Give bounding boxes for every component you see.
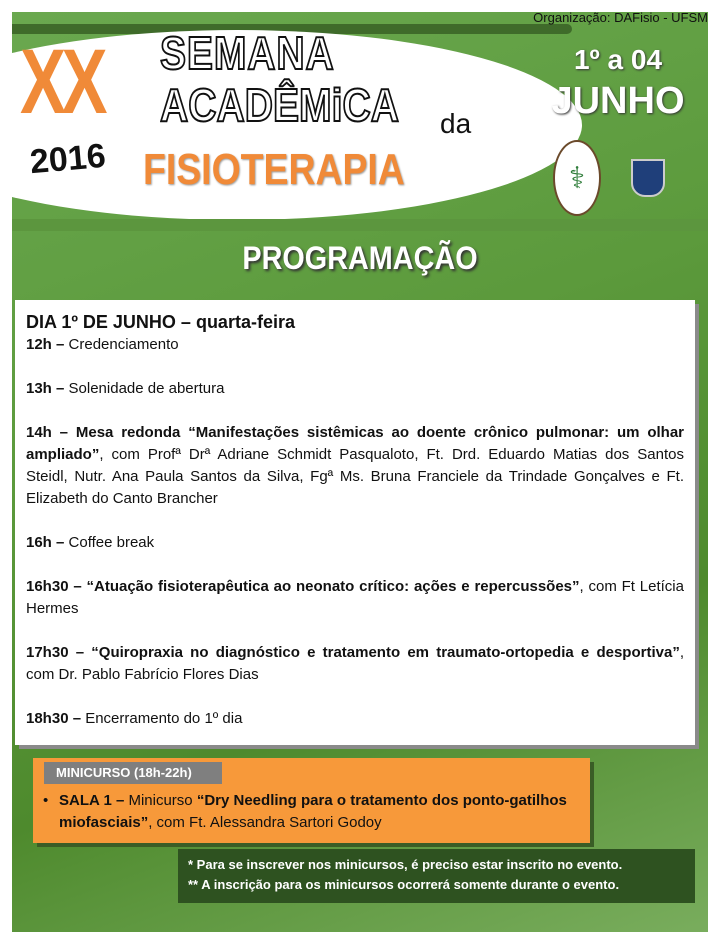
session-title: Mesa redonda “Manifestações sistêmicas ao doente crônico pulmonar: um olhar ampliado” xyxy=(26,424,684,463)
session-text: , com Dr. Pablo Fabrício Flores Dias xyxy=(26,644,684,683)
title-da: da xyxy=(440,108,472,139)
time: 16h30 – xyxy=(26,578,82,595)
program-box xyxy=(15,300,695,745)
minicurso-item xyxy=(43,790,573,834)
time: 13h – xyxy=(26,380,65,397)
session-text: Encerramento do 1º dia xyxy=(81,710,243,727)
minicurso-tag: MINICURSO (18h-22h) xyxy=(44,762,222,784)
minicurso-title: “Dry Needling para o tratamento dos ponto-gatilhos miofasciais” xyxy=(59,792,567,831)
title-academica: ACADÊMiCA xyxy=(160,79,399,131)
speaker: , com Ft. Alessandra Sartori Godoy xyxy=(148,814,382,831)
note: ** A inscrição para os minicursos ocorrerá somente durante o evento. xyxy=(188,877,620,892)
schedule-item xyxy=(26,532,684,554)
organization: Organização: DAFisio - UFSM xyxy=(533,10,708,25)
caduceus-logo-icon: ⚕ xyxy=(553,140,601,216)
schedule-item xyxy=(26,422,684,510)
note: * Para se inscrever nos minicursos, é preciso estar inscrito no evento. xyxy=(188,857,623,872)
schedule-item xyxy=(26,334,684,356)
edition-number: XX xyxy=(20,31,104,133)
schedule-item xyxy=(26,378,684,400)
time: 14h – xyxy=(26,424,69,441)
title-semana: SEMANA xyxy=(160,27,335,79)
session-text: , com Ft Letícia Hermes xyxy=(26,578,684,617)
event-month: JUNHO xyxy=(551,80,685,122)
session-text: Credenciamento xyxy=(64,336,179,353)
header-divider xyxy=(12,219,708,231)
session-text: , com Profª Drª Adriane Schmidt Pasqualoto, Ft. Drd. Eduardo Matias dos Santos Steidl, Nutr. Ana Paula Santos da Silva, Fgª Ms. Bruna Franciele da Trindade Gonçalves e Ft. Elizabeth do Canto Brancher xyxy=(26,446,684,507)
room: SALA 1 – xyxy=(59,792,125,809)
session-text: Coffee break xyxy=(64,534,155,551)
event-dates: 1º a 04 xyxy=(573,44,663,75)
time: 17h30 – xyxy=(26,644,85,661)
schedule-item xyxy=(26,576,684,620)
time: 18h30 – xyxy=(26,710,82,727)
time: 12h – xyxy=(26,336,65,353)
notes-box xyxy=(178,849,695,903)
session-title: “Quiropraxia no diagnóstico e tratamento em traumato-ortopedia e desportiva” xyxy=(84,644,680,661)
session-text: Solenidade de abertura xyxy=(64,380,225,397)
event-year: 2016 xyxy=(28,136,108,182)
page-title: PROGRAMAÇÃO xyxy=(242,240,478,276)
minicurso-box xyxy=(33,758,590,843)
day-heading: DIA 1º DE JUNHO – quarta-feira xyxy=(26,312,295,332)
session-title: “Atuação fisioterapêutica ao neonato crítico: ações e repercussões” xyxy=(81,578,580,595)
title-fisioterapia: FISIOTERAPIA xyxy=(143,145,405,194)
schedule-item xyxy=(26,708,684,730)
pre: Minicurso xyxy=(124,792,197,809)
time: 16h – xyxy=(26,534,65,551)
ufsm-logo-icon xyxy=(612,140,684,216)
schedule-item xyxy=(26,642,684,686)
